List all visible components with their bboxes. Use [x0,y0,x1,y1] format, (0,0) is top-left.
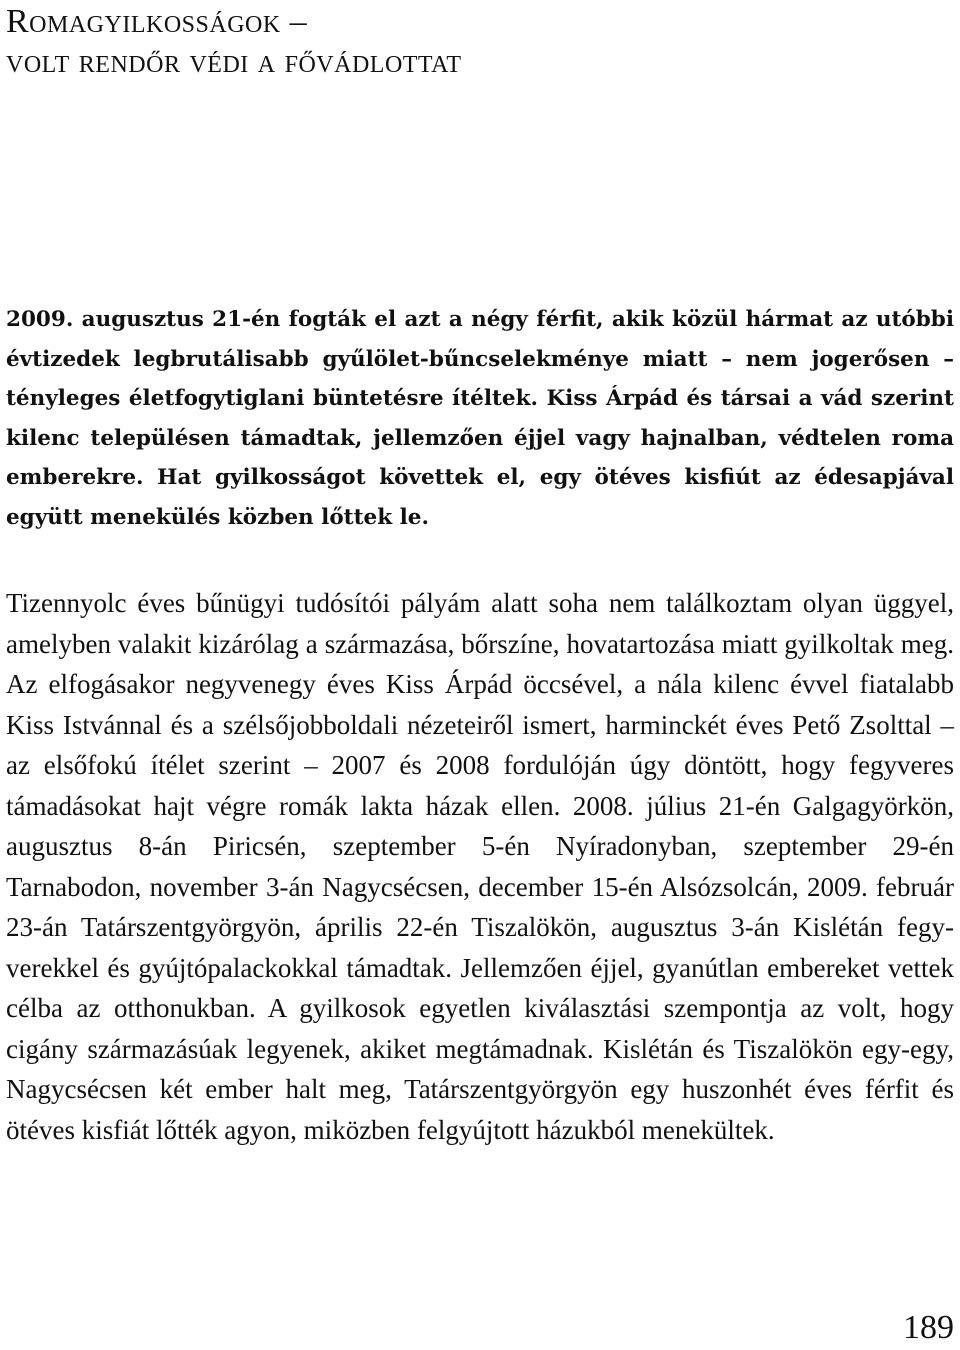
chapter-title-line-1: Romagyilkosságok – [6,3,308,40]
body-paragraph: Tizennyolc éves bűnügyi tudósítói pályám alatt soha nem találkoztam olyan üggyel, amelyben valakit kizárólag a származása, bőrszíne, hovatartozása miatt gyilkoltak meg. Az elfogásakor negyvenegy éves Kiss Árpád öccsével, a nála kilenc évvel fiatalabb Kiss Istvánnal és a szélsőjobboldali nézeteiről ismert, harminckét éves Pető Zsolttal – az elsőfokú ítélet szerint – 2007 és 2008 fordulóján úgy döntött, hogy fegyveres támadásokat hajt végre romák lakta házak ellen. 2008. július 21-én Galgagyörkön, augusztus 8-án Piricsén, szeptember 5-én Nyíradonyban, szeptember 29-én Tarnabodon, november 3-án Nagycsécsen, december 15-én Alsózsolcán, 2009. február 23-án Tatárszentgyörgyön, április 22-én Tiszalökön, augusztus 3-án Kislétán fegyverekkel és gyújtópalackokkal támadtak. Jellemzően éjjel, gyanútlan embereket vettek célba az otthonukban. A gyilkosok egyetlen kiválasztási szempontja az volt, hogy cigány származásúak legyenek, akiket megtámadnak. Kislétán és Tiszalökön egy-egy, Nagycsécsen két ember halt meg, Tatárszentgyörgyön egy huszonhét éves férfit és ötéves kisfiát lőtték agyon, miközben felgyújtott házukból menekültek. [6,588,954,1145]
chapter-title [6,2,906,82]
chapter-title-line-2: volt rendőr védi a fővádlottat [6,43,462,80]
lead-paragraph: 2009. augusztus 21-én fogták el azt a négy férfit, akik közül hármat az utóbbi évtizedek legbrutálisabb gyűlölet-bűncselekménye miatt – nem jogerősen – tényleges életfogytiglani büntetésre ítéltek. Kiss Árpád és társai a vád szerint kilenc településen támadtak, jellemzően éjjel vagy hajnalban, védtelen roma emberekre. Hat gyilkosságot követtek el, egy ötéves kisfiút az édesapjával együtt menekülés közben lőttek le. [6,307,954,530]
page-number: 189 [903,1309,954,1346]
